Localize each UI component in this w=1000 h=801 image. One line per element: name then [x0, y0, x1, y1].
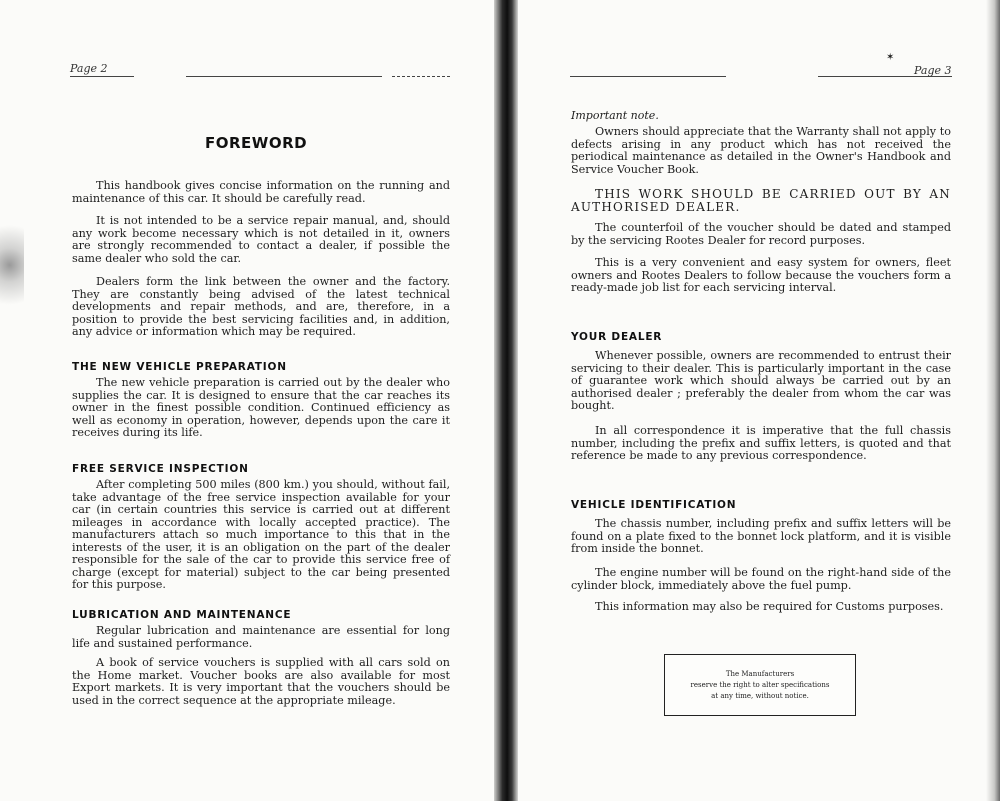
book-gutter	[494, 0, 518, 801]
header-rule	[186, 76, 382, 77]
new-vehicle-paragraph: The new vehicle preparation is carried out by the dealer who supplies the car. It is designed to ensure that the car reaches its owner in the finest possible condition. Continued efficiency as well as economy in operation, however, depends upon the care it receives during its life.	[72, 376, 450, 439]
section-heading-lubrication: LUBRICATION AND MAINTENANCE	[72, 609, 292, 621]
voucher-system-paragraph: This is a very convenient and easy system for owners, fleet owners and Rootes Dealers to follow because the vouchers form a ready-made job list for each servicing interval.	[571, 256, 951, 294]
page-title: FOREWORD	[205, 134, 308, 152]
notice-line-1: The Manufacturers	[725, 669, 795, 678]
scan-mark: ✶	[886, 52, 895, 63]
notice-line-2: reserve the right to alter specifications	[690, 680, 830, 689]
important-note-label: Important note.	[571, 109, 659, 122]
authorised-dealer-notice: THIS WORK SHOULD BE CARRIED OUT BY AN AUTHORISED DEALER.	[571, 187, 951, 214]
your-dealer-paragraph-1: Whenever possible, owners are recommended to entrust their servicing to their dealer. This is particularly important in the case of guarantee work which should always be carried out by an authorised dealer ; preferably the dealer from whom the car was bought.	[571, 349, 951, 412]
counterfoil-paragraph: The counterfoil of the voucher should be dated and stamped by the servicing Rootes Dealer for record purposes.	[571, 221, 951, 247]
engine-number-paragraph: The engine number will be found on the right-hand side of the cylinder block, immediately above the fuel pump.	[571, 566, 951, 592]
section-heading-your-dealer: YOUR DEALER	[571, 331, 663, 343]
your-dealer-paragraph-2: In all correspondence it is imperative that the full chassis number, including the prefix and suffix letters, is quoted and that reference be made to any previous correspondence.	[571, 424, 951, 462]
section-heading-vehicle-identification: VEHICLE IDENTIFICATION	[571, 499, 737, 511]
chassis-number-paragraph: The chassis number, including prefix and suffix letters will be found on a plate fixed to the bonnet lock platform, and it is visible from inside the bonnet.	[571, 517, 951, 555]
lubrication-paragraph-1: Regular lubrication and maintenance are essential for long life and sustained performance.	[72, 624, 450, 650]
free-service-paragraph: After completing 500 miles (800 km.) you should, without fail, take advantage of the free service inspection available for your car (in certain countries this service is carried out at different mileages in accordance with locally accepted practice). The manufacturers attach so much importance to this that in the interests of the user, it is an obligation on the part of the dealer responsible for the sale of the car to provide this service free of charge (except for material) subject to the car being presented for this purpose.	[72, 478, 450, 591]
scan-artifact	[0, 210, 24, 320]
lubrication-paragraph-2: A book of service vouchers is supplied with all cars sold on the Home market. Voucher books are also available for most Export markets. It is very important that the vouchers should be used in the correct sequence at the appropriate mileage.	[72, 656, 450, 707]
header-rule	[70, 76, 134, 77]
intro-paragraph-2: It is not intended to be a service repair manual, and, should any work become necessary which is not detailed in it, owners are strongly recommended to contact a dealer, if possible the same dealer who sold the car.	[72, 214, 450, 265]
customs-paragraph: This information may also be required for Customs purposes.	[595, 600, 944, 613]
notice-line-3: at any time, without notice.	[711, 691, 809, 700]
right-page-number: Page 3	[914, 64, 952, 77]
section-heading-new-vehicle: THE NEW VEHICLE PREPARATION	[72, 361, 287, 373]
manufacturers-notice-box	[664, 654, 856, 716]
section-heading-free-service: FREE SERVICE INSPECTION	[72, 463, 249, 475]
header-rule	[570, 76, 726, 77]
left-page-number: Page 2	[70, 62, 108, 75]
intro-paragraph-1: This handbook gives concise information on the running and maintenance of this car. It should be carefully read.	[72, 179, 450, 205]
warranty-paragraph: Owners should appreciate that the Warranty shall not apply to defects arising in any product which has not received the periodical maintenance as detailed in the Owner's Handbook and Service Voucher Book.	[571, 125, 951, 176]
header-rule-dashed	[392, 76, 450, 77]
page-edge-shadow	[986, 0, 1000, 801]
intro-paragraph-3: Dealers form the link between the owner and the factory. They are constantly being advised of the latest technical developments and repair methods, and are, therefore, in a position to provide the best servicing facilities and, in addition, any advice or information which may be required.	[72, 275, 450, 338]
